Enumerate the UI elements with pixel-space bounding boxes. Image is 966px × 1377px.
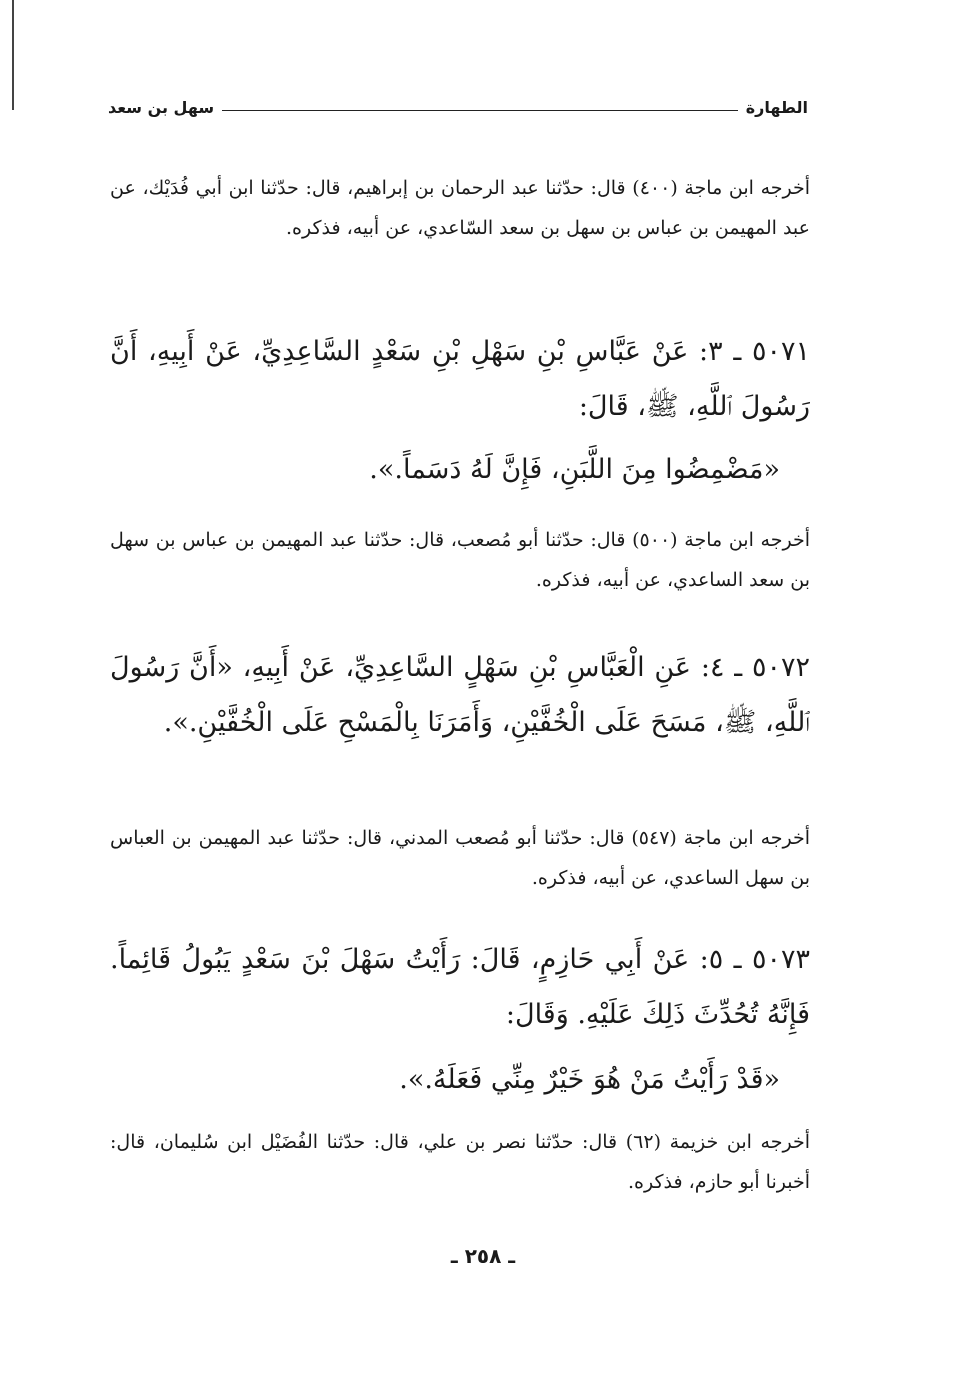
narrator-name: سهل بن سعد — [108, 97, 215, 117]
hadith-5071-quote: «مَضْمِضُوا مِنَ اللَّبَنِ، فَإِنَّ لَهُ دَسَماً.». — [369, 454, 780, 485]
source-note-2: أخرجه ابن ماجة (٥٠٠) قال: حدّثنا أبو مُصعب، قال: حدّثنا عبد المهيمن بن عباس بن سهل بن سعد الساعدي، عن أبيه، فذكره. — [110, 529, 810, 591]
hadith-5073: ٥٠٧٣ ـ ٥: عَنْ أَبِي حَازِمٍ، قَالَ: رَأَيْتُ سَهْلَ بْنَ سَعْدٍ يَبُولُ قَائِماً. فَإِنَّهُ تُحُدِّثَ ذَلِكَ عَلَيْهِ. وَقَالَ: — [110, 944, 811, 1030]
hadith-5073-quote: «قَدْ رَأَيْتُ مَنْ هُوَ خَيْرٌ مِنِّي فَعَلَهُ.». — [399, 1064, 780, 1095]
hadith-5072: ٥٠٧٢ ـ ٤: عَنِ الْعَبَّاسِ بْنِ سَهْلٍ السَّاعِدِيِّ، عَنْ أَبِيهِ، «أَنَّ رَسُولَ ٱللَّهِ، ﷺ، مَسَحَ عَلَى الْخُفَّيْنِ، وَأَمَرَنَا بِالْمَسْحِ عَلَى الْخُفَّيْنِ.». — [110, 652, 811, 738]
scan-edge-line — [12, 0, 14, 110]
source-note-1: أخرجه ابن ماجة (٤٠٠) قال: حدّثنا عبد الرحمان بن إبراهيم، قال: حدّثنا ابن أبي فُدَيْك، عن عبد المهيمن بن عباس بن سهل بن سعد السّاعدي، عن أبيه، فذكره. — [110, 177, 811, 239]
hadith-5071: ٥٠٧١ ـ ٣: عَنْ عَبَّاسِ بْنِ سَهْلِ بْنِ سَعْدٍ السَّاعِدِيِّ، عَنْ أَبِيهِ، أَنَّ رَسُولَ ٱللَّهِ، ﷺ، قَالَ: — [110, 336, 810, 422]
source-note-3: أخرجه ابن ماجة (٥٤٧) قال: حدّثنا أبو مُصعب المدني، قال: حدّثنا عبد المهيمن بن العباس بن سهل الساعدي، عن أبيه، فذكره. — [110, 827, 811, 889]
header-rule — [222, 110, 738, 111]
book-title: الطهارة — [745, 97, 808, 117]
running-header — [108, 92, 808, 122]
page-number: ـ ٢٥٨ ـ — [450, 1244, 516, 1268]
source-note-4: أخرجه ابن خزيمة (٦٢) قال: حدّثنا نصر بن علي، قال: حدّثنا الفُضَيْل ابن سُليمان، قال: أخبرنا أبو حازم، فذكره. — [110, 1131, 810, 1193]
